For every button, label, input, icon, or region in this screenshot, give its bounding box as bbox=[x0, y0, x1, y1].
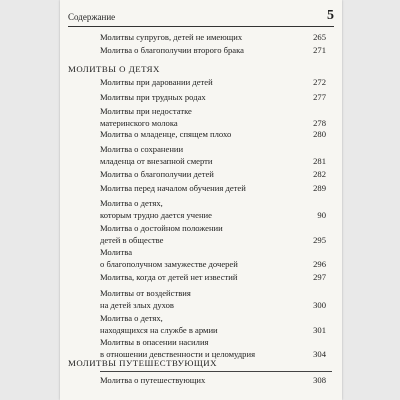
toc-entry-page: 296 bbox=[313, 259, 326, 269]
toc-entry[interactable] bbox=[100, 105, 326, 129]
toc-entry[interactable] bbox=[100, 128, 326, 140]
toc-entry-text: младенца от внезапной смерти bbox=[100, 156, 213, 166]
toc-entry[interactable] bbox=[100, 312, 326, 336]
toc-entry[interactable] bbox=[100, 222, 326, 246]
toc-entry-text: Молитва о благополучии второго брака bbox=[100, 45, 244, 55]
toc-entry[interactable] bbox=[100, 44, 326, 56]
section-heading: МОЛИТВЫ О ДЕТЯХ bbox=[68, 64, 160, 74]
toc-entry-text: Молитвы супругов, детей не имеющих bbox=[100, 32, 243, 42]
toc-entry-text: находящихся на службе в армии bbox=[100, 325, 218, 335]
header-page-number: 5 bbox=[327, 8, 334, 23]
toc-entry-text: детей в обществе bbox=[100, 235, 164, 245]
toc-entry-text: Молитва, когда от детей нет известий bbox=[100, 272, 238, 282]
toc-entry-page: 295 bbox=[313, 235, 326, 245]
toc-entry[interactable] bbox=[100, 287, 326, 311]
toc-entry-page: 301 bbox=[313, 325, 326, 335]
toc-entry-text: Молитва о благополучии детей bbox=[100, 169, 214, 179]
toc-entry-page: 277 bbox=[313, 92, 326, 102]
toc-entry-text: Молитва о младенце, спящем плохо bbox=[100, 129, 232, 139]
toc-entry-text: Молитва о детях, bbox=[100, 198, 163, 208]
toc-entry[interactable] bbox=[100, 246, 326, 270]
toc-entry-text: которым трудно дается учение bbox=[100, 210, 212, 220]
toc-entry-text: Молитвы при даровании детей bbox=[100, 77, 213, 87]
toc-entry-text: материнского молока bbox=[100, 118, 178, 128]
toc-entry-text: Молитва о детях, bbox=[100, 313, 163, 323]
toc-entry-text: Молитва о достойном положении bbox=[100, 223, 223, 233]
toc-entry[interactable] bbox=[100, 336, 326, 360]
toc-entry-page: 271 bbox=[313, 45, 326, 55]
toc-entry-text: Молитвы при трудных родах bbox=[100, 92, 206, 102]
toc-entry-page: 304 bbox=[313, 349, 326, 359]
toc-entry-page: 272 bbox=[313, 77, 326, 87]
toc-entry-text: в отношении девственности и целомудрия bbox=[100, 349, 256, 359]
toc-entry[interactable] bbox=[100, 168, 326, 180]
toc-entry[interactable] bbox=[100, 91, 326, 103]
toc-entry-page: 281 bbox=[313, 156, 326, 166]
toc-entry[interactable] bbox=[100, 374, 326, 386]
toc-entry-page: 265 bbox=[313, 32, 326, 42]
header-title: Содержание bbox=[68, 12, 116, 22]
toc-entry-page: 90 bbox=[317, 210, 326, 220]
toc-entry[interactable] bbox=[100, 197, 326, 221]
toc-entry-text: Молитвы при недостатке bbox=[100, 106, 192, 116]
toc-entry-page: 297 bbox=[313, 272, 326, 282]
toc-entry-page: 300 bbox=[313, 300, 326, 310]
toc-entry-text: Молитва bbox=[100, 247, 133, 257]
section-heading: МОЛИТВЫ ПУТЕШЕСТВУЮЩИХ bbox=[68, 358, 217, 368]
toc-entry-text: Молитвы в опасении насилия bbox=[100, 337, 209, 347]
toc-entry-text: Молитва перед началом обучения детей bbox=[100, 183, 246, 193]
toc-entry-text: Молитвы от воздействия bbox=[100, 288, 191, 298]
toc-entry-text: Молитва о путешествующих bbox=[100, 375, 206, 385]
book-page bbox=[60, 0, 342, 400]
toc-entry[interactable] bbox=[100, 31, 326, 43]
toc-entry-page: 289 bbox=[313, 183, 326, 193]
toc-entry[interactable] bbox=[100, 271, 326, 283]
running-header bbox=[68, 8, 334, 27]
toc-entry-text: о благополучном замужестве дочерей bbox=[100, 259, 238, 269]
toc-entry[interactable] bbox=[100, 143, 326, 167]
toc-entry-text: на детей злых духов bbox=[100, 300, 174, 310]
toc-entry[interactable] bbox=[100, 182, 326, 194]
toc-entry-page: 280 bbox=[313, 129, 326, 139]
toc-entry-page: 278 bbox=[313, 118, 326, 128]
toc-entry[interactable] bbox=[100, 76, 326, 88]
toc-entry-page: 282 bbox=[313, 169, 326, 179]
toc-entry-page: 308 bbox=[313, 375, 326, 385]
section-rule bbox=[100, 371, 332, 372]
toc-entry-text: Молитва о сохранении bbox=[100, 144, 184, 154]
